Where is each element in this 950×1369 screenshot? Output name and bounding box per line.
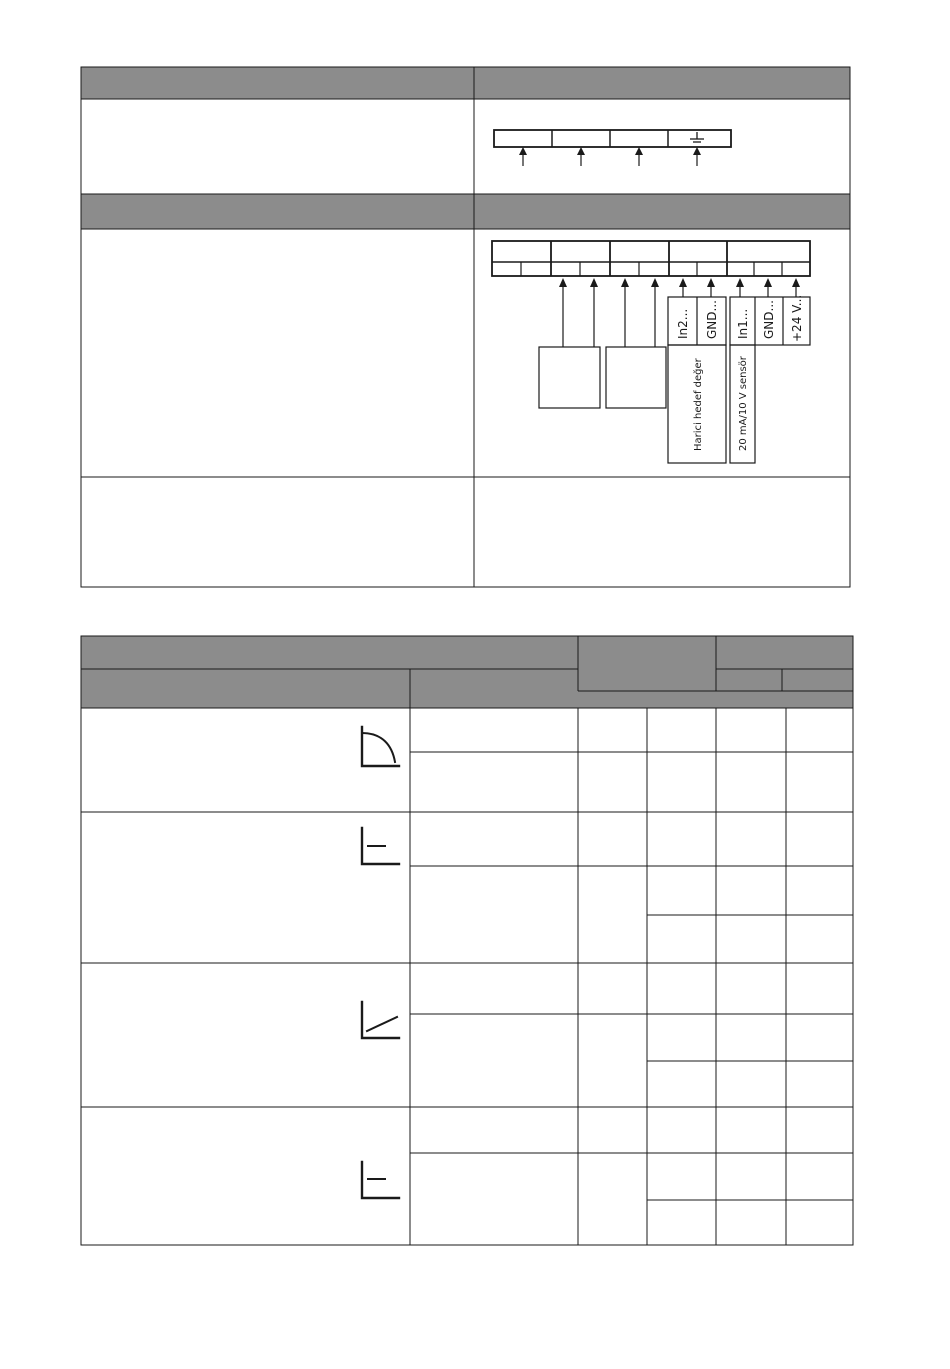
- power-terminal-diagram: [494, 130, 731, 166]
- mode-table-header: [81, 636, 853, 708]
- arrow-head: [621, 278, 629, 287]
- terminal-table-frame: [81, 67, 850, 587]
- mode-table-frame: [81, 636, 853, 1245]
- terminal-arrow: [523, 152, 697, 166]
- arrow-head: [764, 278, 772, 287]
- arrow-head: [792, 278, 800, 287]
- relay-box-1: [539, 347, 600, 408]
- arrow-head: [651, 278, 659, 287]
- ground-icon: [690, 132, 704, 142]
- arrow-head: [590, 278, 598, 287]
- arrow-head: [635, 147, 643, 155]
- relay-box-2: [606, 347, 666, 408]
- arrow-head: [577, 147, 585, 155]
- terminal-table: [81, 67, 850, 587]
- constant-speed-icon: [362, 1162, 399, 1198]
- arrow-head: [707, 278, 715, 287]
- terminal-table-header-2: [81, 194, 850, 229]
- label-gnd-b: GND...: [762, 300, 776, 339]
- arrow-head: [736, 278, 744, 287]
- control-mode-table: [81, 636, 853, 1245]
- terminal-block-2: [492, 241, 810, 276]
- arrow-head: [679, 278, 687, 287]
- label-external-setpoint: Harici hedef değer: [693, 358, 704, 451]
- label-sensor: 20 mA/10 V sensör: [738, 356, 749, 451]
- label-24v: +24 V...: [790, 294, 804, 342]
- label-gnd-a: GND...: [705, 300, 719, 339]
- terminal-table-header-1: [81, 67, 850, 99]
- label-in2: In2...: [676, 308, 690, 339]
- control-terminal-diagram: [492, 241, 810, 463]
- label-in1: In1...: [736, 308, 750, 339]
- constant-dp-c-icon: [362, 828, 399, 864]
- variable-dp-v-icon: [362, 1002, 399, 1038]
- curve-dp-icon: [362, 727, 399, 766]
- arrow-head: [559, 278, 567, 287]
- arrow-head: [519, 147, 527, 155]
- arrow-head: [693, 147, 701, 155]
